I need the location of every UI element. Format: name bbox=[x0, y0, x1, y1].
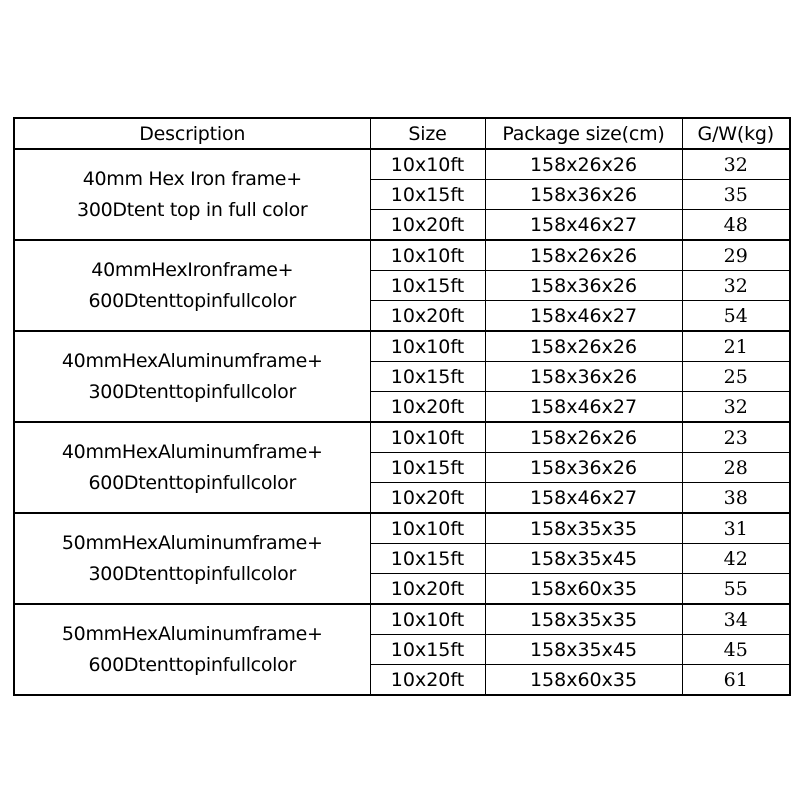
package-cell: 158x26x26 bbox=[485, 240, 682, 271]
gw-cell: 45 bbox=[682, 635, 790, 665]
description-cell bbox=[14, 240, 370, 331]
size-cell: 10x10ft bbox=[370, 240, 485, 271]
description-line-2: 600Dtenttopinfullcolor bbox=[88, 471, 296, 494]
gw-cell: 25 bbox=[682, 362, 790, 392]
size-cell: 10x10ft bbox=[370, 422, 485, 453]
description-line-2: 300Dtenttopinfullcolor bbox=[88, 562, 296, 585]
package-cell: 158x60x35 bbox=[485, 574, 682, 605]
table-row bbox=[14, 513, 790, 544]
gw-cell: 29 bbox=[682, 240, 790, 271]
package-cell: 158x35x35 bbox=[485, 604, 682, 635]
gw-cell: 61 bbox=[682, 665, 790, 696]
description-line-1: 40mmHexIronframe+ bbox=[91, 258, 294, 281]
size-cell: 10x15ft bbox=[370, 544, 485, 574]
size-cell: 10x15ft bbox=[370, 271, 485, 301]
table-row bbox=[14, 604, 790, 635]
package-cell: 158x26x26 bbox=[485, 331, 682, 362]
package-cell: 158x36x26 bbox=[485, 362, 682, 392]
size-cell: 10x15ft bbox=[370, 362, 485, 392]
package-cell: 158x35x45 bbox=[485, 544, 682, 574]
size-cell: 10x20ft bbox=[370, 301, 485, 332]
gw-cell: 34 bbox=[682, 604, 790, 635]
package-cell: 158x36x26 bbox=[485, 180, 682, 210]
description-cell bbox=[14, 422, 370, 513]
size-cell: 10x20ft bbox=[370, 392, 485, 423]
gw-cell: 23 bbox=[682, 422, 790, 453]
gw-cell: 55 bbox=[682, 574, 790, 605]
gw-cell: 54 bbox=[682, 301, 790, 332]
description-line-1: 40mmHexAluminumframe+ bbox=[61, 440, 323, 463]
size-cell: 10x15ft bbox=[370, 453, 485, 483]
package-cell: 158x46x27 bbox=[485, 301, 682, 332]
package-cell: 158x60x35 bbox=[485, 665, 682, 696]
table-header-row bbox=[14, 118, 790, 149]
description-line-2: 600Dtenttopinfullcolor bbox=[88, 653, 296, 676]
gw-cell: 35 bbox=[682, 180, 790, 210]
description-line-2: 600Dtenttopinfullcolor bbox=[88, 289, 296, 312]
gw-cell: 38 bbox=[682, 483, 790, 514]
package-cell: 158x46x27 bbox=[485, 483, 682, 514]
size-cell: 10x20ft bbox=[370, 574, 485, 605]
table-row bbox=[14, 422, 790, 453]
description-cell bbox=[14, 513, 370, 604]
package-cell: 158x35x35 bbox=[485, 513, 682, 544]
package-cell: 158x36x26 bbox=[485, 271, 682, 301]
header-description: Description bbox=[14, 118, 370, 149]
gw-cell: 48 bbox=[682, 210, 790, 241]
description-line-1: 50mmHexAluminumframe+ bbox=[61, 531, 323, 554]
table-row bbox=[14, 149, 790, 180]
package-cell: 158x46x27 bbox=[485, 392, 682, 423]
size-cell: 10x20ft bbox=[370, 210, 485, 241]
size-cell: 10x20ft bbox=[370, 665, 485, 696]
header-gw: G/W(kg) bbox=[682, 118, 790, 149]
spec-table bbox=[13, 117, 791, 696]
package-cell: 158x26x26 bbox=[485, 422, 682, 453]
description-cell bbox=[14, 149, 370, 240]
table-row bbox=[14, 240, 790, 271]
gw-cell: 31 bbox=[682, 513, 790, 544]
description-line-1: 40mm Hex Iron frame+ bbox=[82, 167, 302, 190]
package-cell: 158x36x26 bbox=[485, 453, 682, 483]
gw-cell: 32 bbox=[682, 392, 790, 423]
gw-cell: 28 bbox=[682, 453, 790, 483]
gw-cell: 21 bbox=[682, 331, 790, 362]
gw-cell: 42 bbox=[682, 544, 790, 574]
header-size: Size bbox=[370, 118, 485, 149]
package-cell: 158x46x27 bbox=[485, 210, 682, 241]
description-line-1: 40mmHexAluminumframe+ bbox=[61, 349, 323, 372]
size-cell: 10x10ft bbox=[370, 513, 485, 544]
description-cell bbox=[14, 604, 370, 695]
size-cell: 10x10ft bbox=[370, 331, 485, 362]
description-cell bbox=[14, 331, 370, 422]
header-package-size: Package size(cm) bbox=[485, 118, 682, 149]
description-line-2: 300Dtenttopinfullcolor bbox=[88, 380, 296, 403]
description-line-1: 50mmHexAluminumframe+ bbox=[61, 622, 323, 645]
size-cell: 10x15ft bbox=[370, 180, 485, 210]
gw-cell: 32 bbox=[682, 149, 790, 180]
size-cell: 10x15ft bbox=[370, 635, 485, 665]
package-cell: 158x26x26 bbox=[485, 149, 682, 180]
table-row bbox=[14, 331, 790, 362]
size-cell: 10x10ft bbox=[370, 604, 485, 635]
size-cell: 10x20ft bbox=[370, 483, 485, 514]
gw-cell: 32 bbox=[682, 271, 790, 301]
description-line-2: 300Dtent top in full color bbox=[77, 198, 308, 221]
size-cell: 10x10ft bbox=[370, 149, 485, 180]
package-cell: 158x35x45 bbox=[485, 635, 682, 665]
